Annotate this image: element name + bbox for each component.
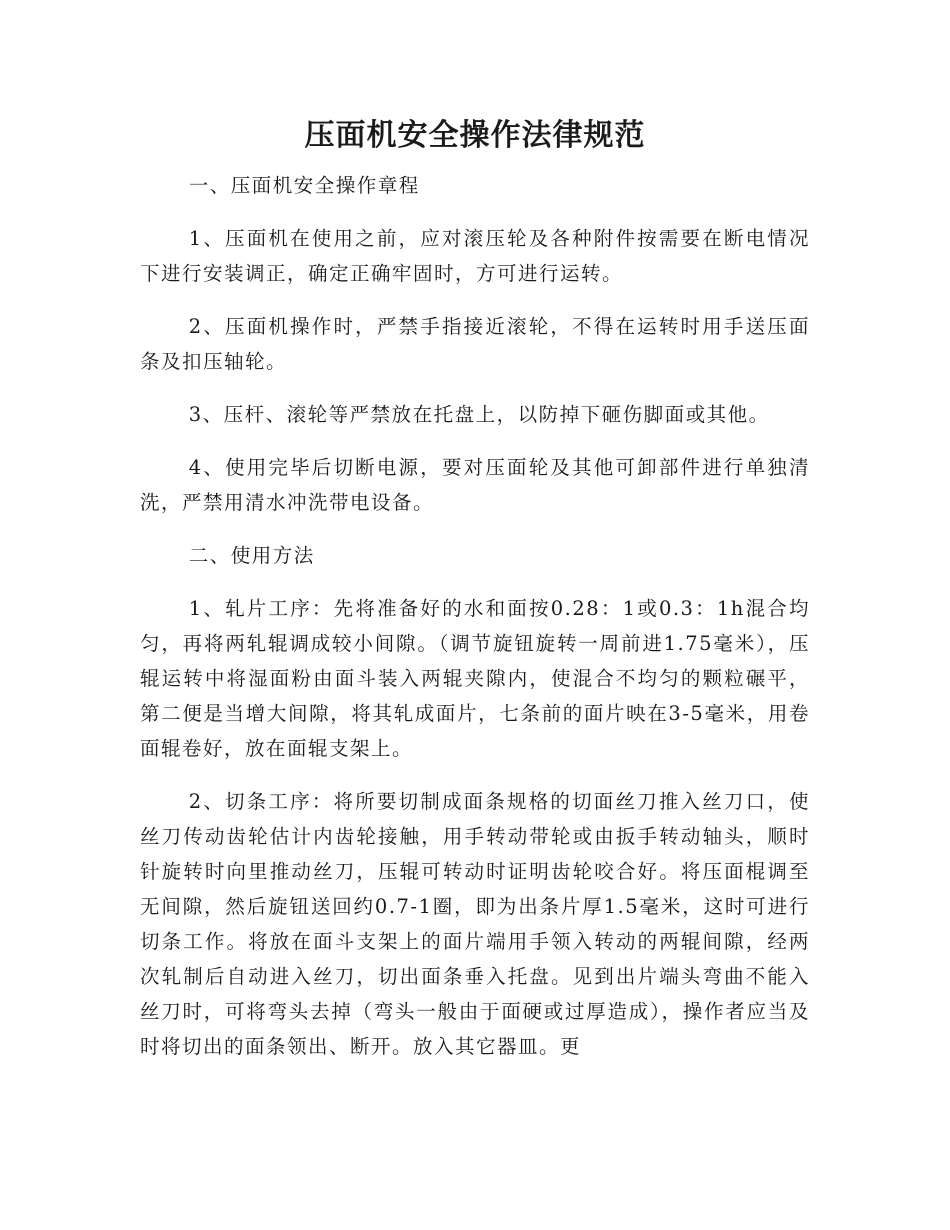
section-heading-usage: 二、使用方法 [188,544,315,567]
usage-item-1: 1、轧片工序：先将准备好的水和面按0.28：1或0.3：1h混合均匀，再将两轧辊调成较小间隙。（调节旋钮旋转一周前进1.75毫米），压辊运转中将湿面粉由面斗装入两辊夹隙内，使混合不均匀的颗粒碾平，第二便是当增大间隙，将其轧成面片，七条前的面片映在3-5毫米，用卷面辊卷好，放在面辊支架上。 [140,597,810,760]
safety-item-3: 3、压杆、滚轮等严禁放在托盘上，以防掉下砸伤脚面或其他。 [188,403,770,426]
paragraph-gap [140,520,810,538]
paragraph-gap [140,379,810,397]
paragraph-gap [140,432,810,450]
safety-item-1: 1、压面机在使用之前，应对滚压轮及各种附件按需要在断电情况下进行安装调正，确定正确牢固时，方可进行运转。 [140,227,810,285]
safety-item-2: 2、压面机操作时，严禁手指接近滚轮，不得在运转时用手送压面条及扣压轴轮。 [140,315,810,373]
usage-item-2: 2、切条工序：将所要切制成面条规格的切面丝刀推入丝刀口，使丝刀传动齿轮估计内齿轮接触，用手转动带轮或由扳手转动轴头，顺时针旋转时向里推动丝刀，压辊可转动时证明齿轮咬合好。将压面棍调至无间隙，然后旋钮送回约0.7-1圈，即为出条片厚1.5毫米，这时可进行切条工作。将放在面斗支架上的面片端用手领入转动的两辊间隙，经两次轧制后自动进入丝刀，切出面条垂入托盘。见到出片端头弯曲不能入丝刀时，可将弯头去掉（弯头一般由于面硬或过厚造成），操作者应当及时将切出的面条领出、断开。放入其它器皿。更 [140,790,810,1058]
paragraph-gap [140,291,810,309]
paragraph-gap [140,203,810,221]
section-heading-safety: 一、压面机安全操作章程 [188,174,420,197]
document-title: 压面机安全操作法律规范 [304,118,646,153]
document-body [140,168,810,1064]
safety-item-4: 4、使用完毕后切断电源，要对压面轮及其他可卸部件进行单独清洗，严禁用清水冲洗带电设备。 [140,456,810,514]
paragraph-gap [140,573,810,591]
paragraph-gap [140,766,810,784]
